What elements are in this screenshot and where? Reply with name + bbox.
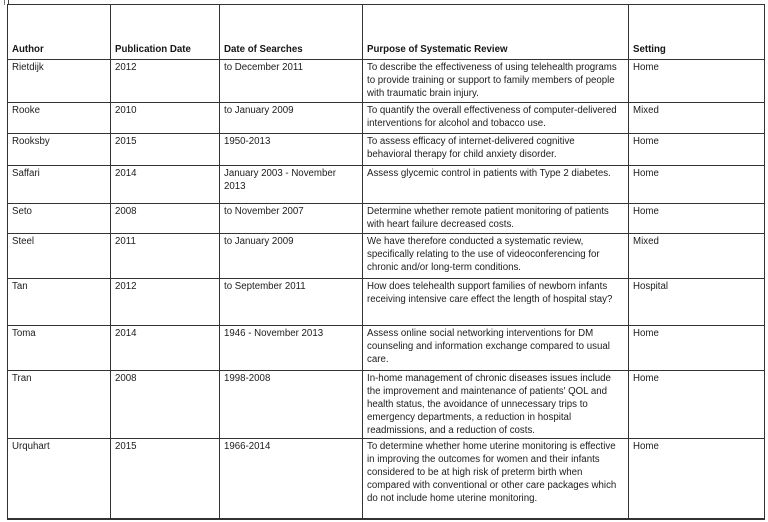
cell-setting: Home — [629, 326, 765, 371]
cell-date-of-searches: to January 2009 — [220, 234, 363, 279]
cell-publication-date: 2012 — [111, 60, 220, 103]
cell-publication-date: 2015 — [111, 439, 220, 519]
cell-author: Rooke — [8, 103, 111, 134]
cell-date-of-searches: 1946 - November 2013 — [220, 326, 363, 371]
cell-date-of-searches: to November 2007 — [220, 204, 363, 234]
column-header-author: Author — [8, 5, 111, 60]
cell-setting: Home — [629, 439, 765, 519]
cell-purpose: Assess online social networking interventions for DM counseling and information exchange compared to usual care. — [363, 326, 629, 371]
table-row — [8, 439, 765, 519]
table-row — [8, 60, 765, 103]
cell-author: Saffari — [8, 166, 111, 204]
cell-author: Seto — [8, 204, 111, 234]
cell-date-of-searches: 1950-2013 — [220, 134, 363, 166]
cell-date-of-searches: January 2003 - November 2013 — [220, 166, 363, 204]
cell-date-of-searches: to January 2009 — [220, 103, 363, 134]
cell-purpose: How does telehealth support families of newborn infants receiving intensive care effect the length of hospital stay? — [363, 279, 629, 326]
cell-date-of-searches: 1966-2014 — [220, 439, 363, 519]
cell-purpose: To determine whether home uterine monitoring is effective in improving the outcomes for women and their infants considered to be at high risk of preterm birth when compared with conventional or other care packages which do not include home uterine monitoring. — [363, 439, 629, 519]
cell-date-of-searches: to September 2011 — [220, 279, 363, 326]
table-body — [8, 60, 765, 519]
cell-setting: Home — [629, 371, 765, 439]
cell-author: Tran — [8, 371, 111, 439]
cell-author: Rooksby — [8, 134, 111, 166]
cell-date-of-searches: 1998-2008 — [220, 371, 363, 439]
column-header-publication-date: Publication Date — [111, 5, 220, 60]
cell-purpose: In-home management of chronic diseases issues include the improvement and maintenance of patients' QOL and health status, the avoidance of unnecessary trips to emergency departments, a reduction in hospital readmissions, and a reduction of costs. — [363, 371, 629, 439]
column-header-purpose: Purpose of Systematic Review — [363, 5, 629, 60]
cell-setting: Hospital — [629, 279, 765, 326]
cell-author: Rietdijk — [8, 60, 111, 103]
cell-author: Toma — [8, 326, 111, 371]
cell-purpose: To describe the effectiveness of using telehealth programs to provide training or support to family members of people with traumatic brain injury. — [363, 60, 629, 103]
cell-setting: Home — [629, 60, 765, 103]
table-row — [8, 326, 765, 371]
cell-purpose: To quantify the overall effectiveness of computer-delivered interventions for alcohol and tobacco use. — [363, 103, 629, 134]
cell-publication-date: 2014 — [111, 326, 220, 371]
table-row — [8, 279, 765, 326]
table-row — [8, 234, 765, 279]
cell-purpose: Assess glycemic control in patients with Type 2 diabetes. — [363, 166, 629, 204]
cell-setting: Home — [629, 134, 765, 166]
cell-publication-date: 2008 — [111, 371, 220, 439]
header-row — [8, 5, 765, 60]
cell-author: Urquhart — [8, 439, 111, 519]
cell-publication-date: 2011 — [111, 234, 220, 279]
cell-author: Steel — [8, 234, 111, 279]
cell-date-of-searches: to December 2011 — [220, 60, 363, 103]
table-row — [8, 204, 765, 234]
cell-setting: Mixed — [629, 103, 765, 134]
table-header — [8, 5, 765, 60]
cell-publication-date: 2012 — [111, 279, 220, 326]
cell-author: Tan — [8, 279, 111, 326]
cell-purpose: To assess efficacy of internet-delivered cognitive behavioral therapy for child anxiety disorder. — [363, 134, 629, 166]
cell-setting: Home — [629, 166, 765, 204]
cell-purpose: Determine whether remote patient monitoring of patients with heart failure decreased costs. — [363, 204, 629, 234]
table-row — [8, 371, 765, 439]
cell-purpose: We have therefore conducted a systematic review, specifically relating to the use of videoconferencing for chronic and/or long-term conditions. — [363, 234, 629, 279]
table-row — [8, 134, 765, 166]
systematic-reviews-table — [7, 4, 765, 520]
cell-setting: Mixed — [629, 234, 765, 279]
cell-setting: Home — [629, 204, 765, 234]
cell-publication-date: 2015 — [111, 134, 220, 166]
table-row — [8, 166, 765, 204]
cell-publication-date: 2008 — [111, 204, 220, 234]
cell-publication-date: 2010 — [111, 103, 220, 134]
cell-publication-date: 2014 — [111, 166, 220, 204]
table-row — [8, 103, 765, 134]
column-header-setting: Setting — [629, 5, 765, 60]
column-header-date-of-searches: Date of Searches — [220, 5, 363, 60]
